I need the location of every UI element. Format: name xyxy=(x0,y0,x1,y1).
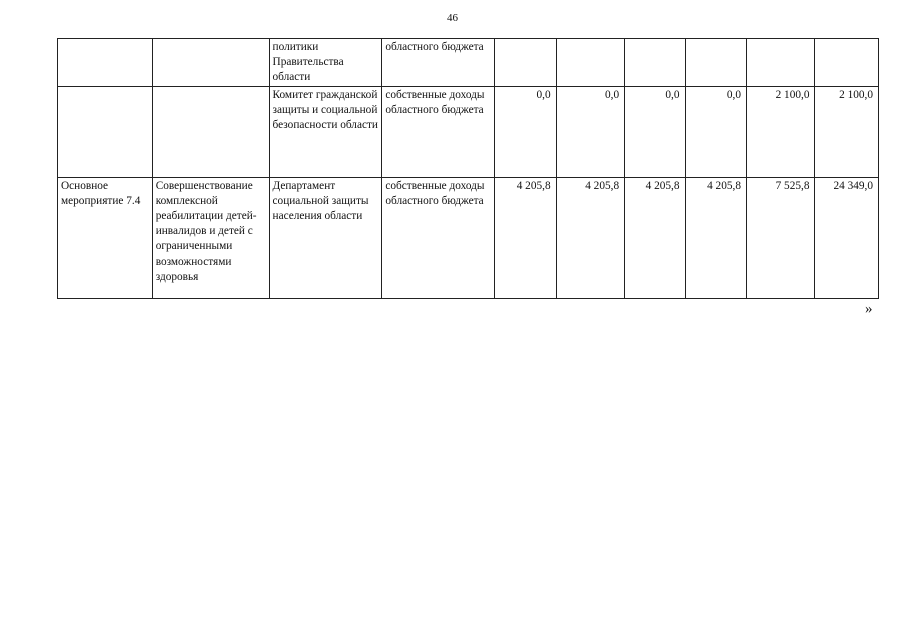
total-cell: 2 100,0 xyxy=(815,86,879,177)
funding-source-cell: областного бюджета xyxy=(382,39,495,87)
value-cell xyxy=(556,39,625,87)
measure-name-cell xyxy=(58,39,153,87)
table-row xyxy=(58,177,879,298)
funding-source-cell: собственные доходы областного бюджета xyxy=(382,86,495,177)
value-cell xyxy=(495,39,556,87)
page-number: 46 xyxy=(447,12,458,24)
measure-description-cell xyxy=(152,39,269,87)
value-cell: 0,0 xyxy=(625,86,685,177)
executor-cell: Комитет гражданской защиты и социальной безопасности области xyxy=(269,86,382,177)
value-cell: 7 525,8 xyxy=(746,177,815,298)
value-cell: 4 205,8 xyxy=(625,177,685,298)
value-cell: 2 100,0 xyxy=(746,86,815,177)
measure-description-cell xyxy=(152,86,269,177)
table-row xyxy=(58,39,879,87)
value-cell: 4 205,8 xyxy=(495,177,556,298)
value-cell: 0,0 xyxy=(556,86,625,177)
budget-table xyxy=(57,38,879,299)
value-cell xyxy=(685,39,746,87)
funding-source-cell: собственные доходы областного бюджета xyxy=(382,177,495,298)
closing-quote-mark: » xyxy=(865,301,873,317)
measure-description-cell: Совершенствование комплексной реабилитации детей-инвалидов и детей с ограниченными возможностями здоровья xyxy=(152,177,269,298)
total-cell xyxy=(815,39,879,87)
value-cell xyxy=(625,39,685,87)
total-cell: 24 349,0 xyxy=(815,177,879,298)
value-cell: 4 205,8 xyxy=(685,177,746,298)
value-cell: 0,0 xyxy=(685,86,746,177)
measure-name-cell: Основное мероприятие 7.4 xyxy=(58,177,153,298)
value-cell xyxy=(746,39,815,87)
value-cell: 0,0 xyxy=(495,86,556,177)
measure-name-cell xyxy=(58,86,153,177)
value-cell: 4 205,8 xyxy=(556,177,625,298)
executor-cell: Департамент социальной защиты населения области xyxy=(269,177,382,298)
table-row xyxy=(58,86,879,177)
executor-cell: политики Правительства области xyxy=(269,39,382,87)
